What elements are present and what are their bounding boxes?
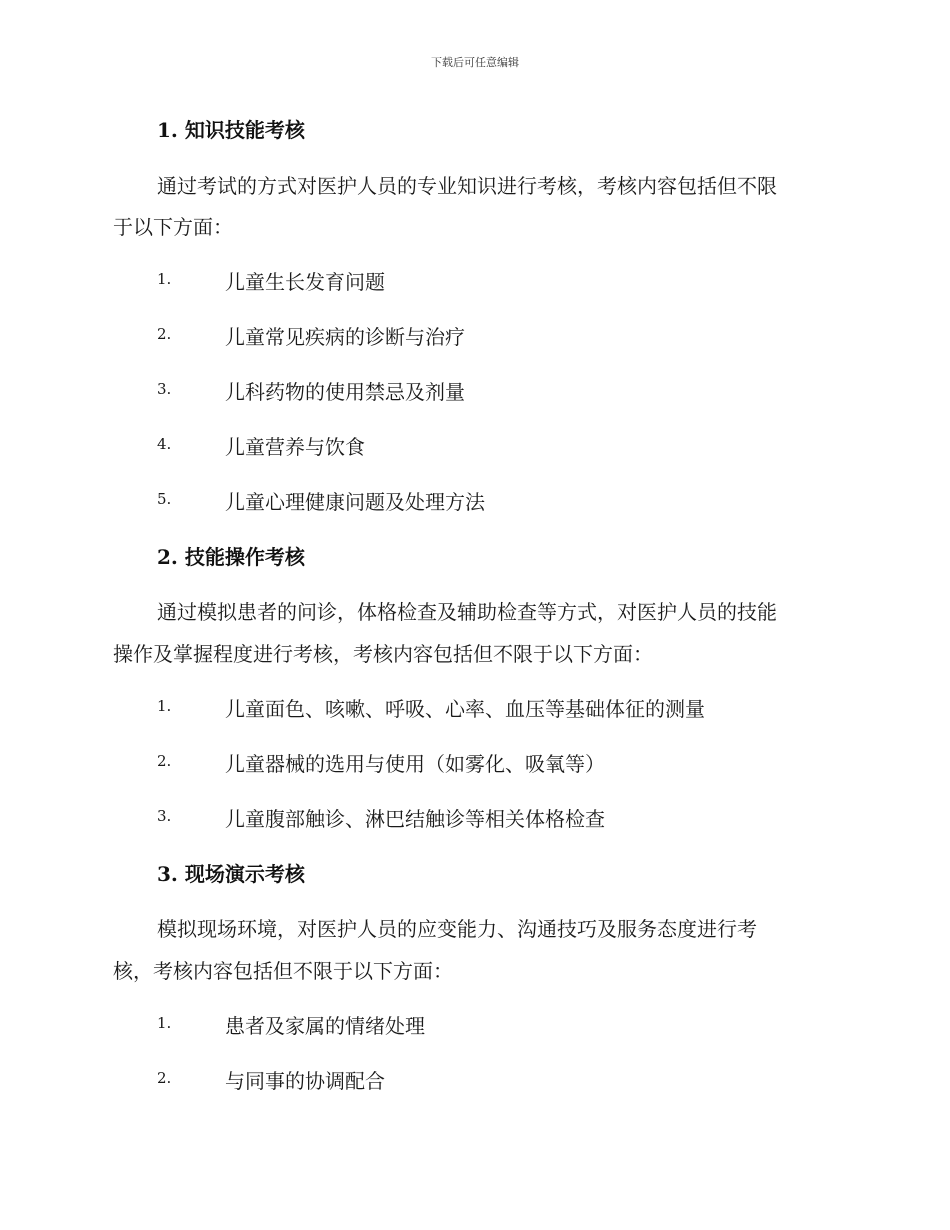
section-intro-line: 操作及掌握程度进行考核，考核内容包括但不限于以下方面： [113,642,653,666]
list-item-number: 5. [157,490,172,508]
section-intro-line: 模拟现场环境，对医护人员的应变能力、沟通技巧及服务态度进行考 [157,917,757,941]
list-item-number: 2. [157,752,172,770]
list-item-text: 儿童生长发育问题 [225,270,385,294]
list-item-number: 1. [157,270,172,288]
list-item-number: 2. [157,1069,172,1087]
section-heading: 2. 技能操作考核 [157,545,305,569]
list-item-text: 患者及家属的情绪处理 [225,1014,425,1038]
section-intro-line: 核，考核内容包括但不限于以下方面： [113,959,453,983]
section-intro-line: 于以下方面： [113,215,233,239]
list-item-number: 2. [157,325,172,343]
section-intro-line: 通过考试的方式对医护人员的专业知识进行考核，考核内容包括但不限 [157,174,777,198]
section-heading: 1. 知识技能考核 [157,118,305,142]
list-item-text: 儿科药物的使用禁忌及剂量 [225,380,465,404]
section-heading: 3. 现场演示考核 [157,862,305,886]
list-item-number: 3. [157,380,172,398]
list-item-text: 儿童面色、咳嗽、呼吸、心率、血压等基础体征的测量 [225,697,705,721]
page-header-note: 下载后可任意编辑 [431,56,519,69]
list-item-text: 儿童常见疾病的诊断与治疗 [225,325,465,349]
list-item-number: 4. [157,435,172,453]
list-item-number: 1. [157,1014,172,1032]
list-item-number: 3. [157,807,172,825]
list-item-text: 儿童营养与饮食 [225,435,365,459]
section-intro-line: 通过模拟患者的问诊，体格检查及辅助检查等方式，对医护人员的技能 [157,600,777,624]
list-item-text: 与同事的协调配合 [225,1069,385,1093]
list-item-text: 儿童心理健康问题及处理方法 [225,490,485,514]
list-item-text: 儿童腹部触诊、淋巴结触诊等相关体格检查 [225,807,605,831]
list-item-number: 1. [157,697,172,715]
list-item-text: 儿童器械的选用与使用（如雾化、吸氧等） [225,752,605,776]
